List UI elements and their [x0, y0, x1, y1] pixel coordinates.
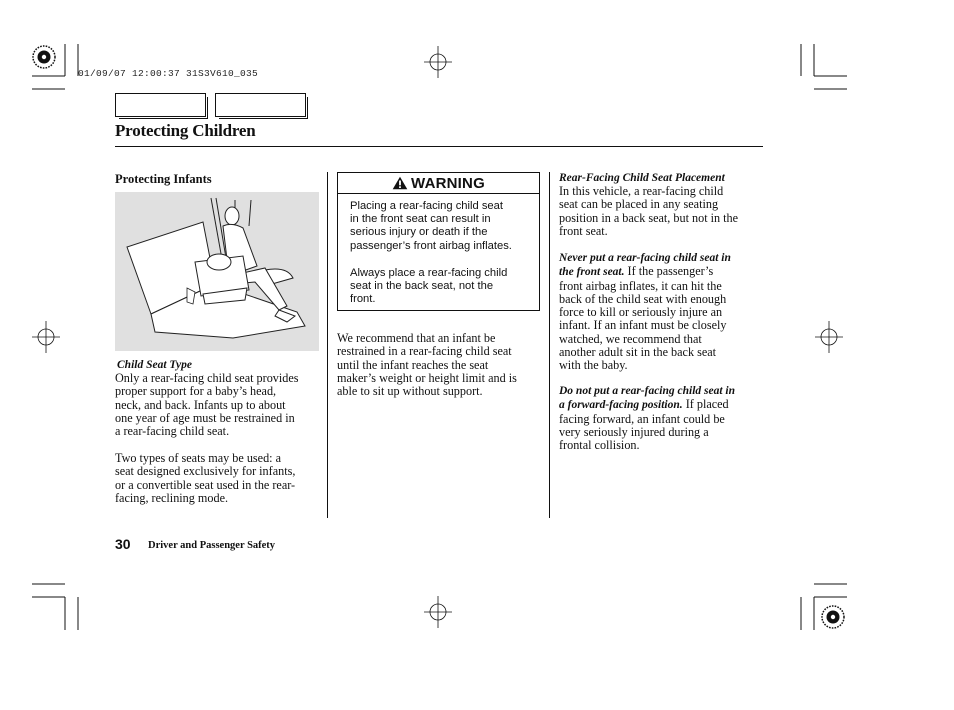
text-line: serious injury or death if the — [350, 226, 488, 239]
text-line: until the infant reaches the seat — [337, 357, 489, 372]
column-divider-1 — [327, 172, 328, 518]
warning-header — [338, 173, 539, 194]
section-heading: Protecting Infants — [115, 172, 212, 186]
text-line: proper support for a baby’s head, — [115, 384, 277, 399]
warning-label: WARNING — [411, 174, 485, 192]
text-line: passenger’s front airbag inflates. — [350, 239, 512, 252]
text-fragment: If the passenger’s — [624, 264, 714, 279]
section-name: Driver and Passenger Safety — [148, 540, 276, 551]
text-line: seat in the back seat, not the — [350, 280, 494, 293]
text-line: facing, reclining mode. — [115, 490, 229, 505]
right-paragraph-1 — [559, 185, 764, 238]
right-paragraph-3 — [559, 385, 764, 452]
text-line: Always place a rear-facing child — [350, 266, 508, 279]
text-line: back of the child seat with enough — [559, 291, 727, 306]
warning-emphasis: Do not put a rear-facing child seat in — [559, 385, 736, 397]
text-line: Two types of seats may be used: a — [115, 451, 282, 465]
text-line: front. — [350, 293, 376, 306]
header-rule — [115, 146, 763, 147]
text-line: Placing a rear-facing child seat — [350, 200, 503, 212]
text-line: front seat. — [559, 223, 608, 238]
header-tab-box-1 — [115, 93, 206, 117]
text-line: In this vehicle, a rear-facing child — [559, 184, 724, 198]
warning-triangle-icon — [392, 176, 408, 190]
text-line: or a convertible seat used in the rear- — [115, 477, 296, 492]
left-paragraph-1 — [115, 372, 325, 438]
text-fragment: If placed — [682, 397, 729, 412]
middle-paragraph — [337, 332, 545, 398]
left-paragraph-2 — [115, 452, 325, 505]
registration-crosshair-top — [424, 46, 452, 78]
child-seat-illustration — [115, 192, 319, 351]
warning-text — [350, 200, 536, 320]
page-number: 30 — [115, 536, 131, 552]
text-line: able to sit up without support. — [337, 384, 483, 399]
text-line: Only a rear-facing child seat provides — [115, 371, 299, 385]
registration-crosshair-right — [815, 321, 843, 353]
registration-sunburst-bottom-right — [822, 606, 844, 628]
text-line: maker’s weight or height limit and is — [337, 370, 517, 385]
rear-facing-placement-heading: Rear-Facing Child Seat Placement — [559, 172, 725, 184]
registration-crosshair-bottom — [424, 596, 452, 628]
text-line — [559, 265, 764, 279]
child-seat-type-caption: Child Seat Type — [117, 359, 192, 371]
header-tab-box-2 — [215, 93, 306, 117]
column-divider-2 — [549, 172, 550, 518]
registration-crosshair-left — [32, 321, 60, 353]
text-line: neck, and back. Infants up to about — [115, 397, 286, 412]
warning-emphasis: a forward-facing position. — [559, 399, 683, 412]
text-line: infant. If an infant must be closely — [559, 318, 727, 333]
text-line: seat designed exclusively for infants, — [115, 464, 296, 479]
text-line: in the front seat can result in — [350, 213, 491, 226]
text-line: seat can be placed in any seating — [559, 197, 719, 212]
text-line: with the baby. — [559, 358, 628, 373]
registration-sunburst-top-left — [33, 46, 55, 68]
text-line — [559, 398, 764, 412]
warning-emphasis: the front seat. — [559, 266, 625, 279]
text-line: position in a back seat, but not in the — [559, 210, 739, 225]
warning-emphasis: Never put a rear-facing child seat in — [559, 252, 731, 264]
warning-box — [337, 172, 540, 311]
text-line: watched, we recommend that — [559, 331, 702, 346]
right-paragraph-2 — [559, 252, 764, 373]
print-stamp: 01/09/07 12:00:37 31S3V610_035 — [78, 68, 259, 79]
text-line: very seriously injured during a — [559, 424, 709, 439]
text-line: force to kill or seriously injure an — [559, 305, 723, 320]
text-line: We recommend that an infant be — [337, 331, 496, 345]
text-line: frontal collision. — [559, 438, 640, 453]
text-line: facing forward, an infant could be — [559, 411, 725, 426]
text-line: a rear-facing child seat. — [115, 424, 230, 439]
text-line: restrained in a rear-facing child seat — [337, 344, 512, 359]
text-line: one year of age must be restrained in — [115, 410, 295, 425]
text-line: front airbag inflates, it can hit the — [559, 278, 722, 293]
page-title: Protecting Children — [115, 121, 256, 140]
text-line: another adult sit in the back seat — [559, 345, 717, 360]
